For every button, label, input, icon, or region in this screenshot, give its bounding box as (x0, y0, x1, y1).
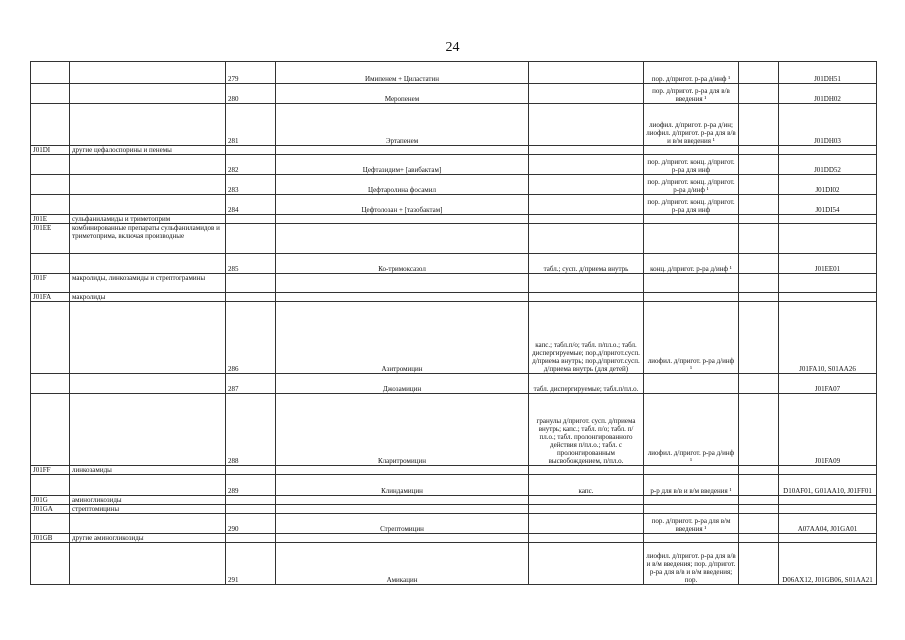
cell-empty (739, 274, 779, 293)
cell-empty (70, 302, 226, 374)
cell-empty (31, 394, 70, 466)
dosage-form-injectable: лиофил. д/пригот. р-ра д/ин; лиофил. д/пригот. р-ра для в/в и в/м введения ¹ (644, 104, 739, 146)
dosage-form: капс.; табл.п/о; табл. п/пл.о.; табл. диспергируемые; пор.д/пригот.сусп. д/приема внутрь; пор.д/пригот.сусп. д/приема внутрь (для детей) (529, 302, 644, 374)
table-row (31, 543, 877, 585)
cell-empty (226, 146, 276, 155)
item-number: 288 (226, 394, 276, 466)
item-number: 284 (226, 195, 276, 215)
cell-empty (31, 374, 70, 394)
dosage-form-injectable: пор. д/пригот. р-ра для в/в введения ¹ (644, 84, 739, 104)
group-code: J01EE (31, 224, 70, 254)
cell-empty (779, 215, 877, 224)
cell-empty (70, 104, 226, 146)
cell-empty (31, 155, 70, 175)
cell-empty (739, 505, 779, 514)
cell-empty (779, 274, 877, 293)
group-code: J01G (31, 496, 70, 505)
cell-empty (739, 394, 779, 466)
cell-empty (276, 466, 529, 475)
atc-code: J01DI54 (779, 195, 877, 215)
cell-empty (739, 475, 779, 496)
cell-empty (529, 466, 644, 475)
cell-empty (226, 293, 276, 302)
group-title: линкозамиды (70, 466, 226, 475)
group-row (31, 224, 877, 254)
atc-code: J01EE01 (779, 254, 877, 274)
cell-empty (644, 274, 739, 293)
cell-empty (70, 394, 226, 466)
cell-empty (739, 254, 779, 274)
atc-code: A07AA04, J01GA01 (779, 514, 877, 534)
cell-empty (779, 534, 877, 543)
cell-empty (70, 84, 226, 104)
cell-empty (739, 302, 779, 374)
cell-empty (226, 224, 276, 254)
group-title: другие цефалоспорины и пенемы (70, 146, 226, 155)
table-row (31, 514, 877, 534)
cell-empty (276, 146, 529, 155)
cell-empty (276, 224, 529, 254)
cell-empty (31, 104, 70, 146)
group-title: аминогликозиды (70, 496, 226, 505)
dosage-form-injectable: лиофил. д/пригот. р-ра для в/в и в/м введения; пор. д/пригот. р-ра для в/в и в/м введения; пор. (644, 543, 739, 585)
cell-empty (644, 215, 739, 224)
cell-empty (739, 195, 779, 215)
cell-empty (739, 224, 779, 254)
table-body (31, 62, 877, 585)
table-row (31, 302, 877, 374)
group-code: J01FF (31, 466, 70, 475)
dosage-form-injectable: пор. д/пригот. конц. д/пригот. р-ра для инф (644, 195, 739, 215)
item-number: 282 (226, 155, 276, 175)
dosage-form-injectable: лиофил. д/пригот. р-ра д/инф ¹ (644, 394, 739, 466)
drug-name: Амикацин (276, 543, 529, 585)
drug-name: Имипенем + Циластатин (276, 62, 529, 84)
drug-name: Меропенем (276, 84, 529, 104)
group-row (31, 146, 877, 155)
cell-empty (529, 496, 644, 505)
cell-empty (739, 543, 779, 585)
atc-code: J01DH03 (779, 104, 877, 146)
drug-name: Ко-тримоксазол (276, 254, 529, 274)
group-title: стрептомицины (70, 505, 226, 514)
cell-empty (739, 293, 779, 302)
table-row (31, 104, 877, 146)
cell-empty (276, 505, 529, 514)
drug-name: Клиндамицин (276, 475, 529, 496)
drug-name: Кларитромицин (276, 394, 529, 466)
cell-empty (779, 505, 877, 514)
cell-empty (739, 534, 779, 543)
group-row (31, 466, 877, 475)
cell-empty (779, 293, 877, 302)
cell-empty (226, 505, 276, 514)
cell-empty (739, 466, 779, 475)
atc-code: J01DH02 (779, 84, 877, 104)
dosage-form (529, 175, 644, 195)
dosage-form (529, 514, 644, 534)
item-number: 285 (226, 254, 276, 274)
cell-empty (644, 146, 739, 155)
cell-empty (644, 496, 739, 505)
dosage-form: табл.; сусп. д/приема внутрь (529, 254, 644, 274)
group-row (31, 534, 877, 543)
table-row (31, 195, 877, 215)
cell-empty (739, 496, 779, 505)
cell-empty (529, 224, 644, 254)
cell-empty (644, 505, 739, 514)
item-number: 289 (226, 475, 276, 496)
cell-empty (70, 62, 226, 84)
table-row (31, 394, 877, 466)
cell-empty (31, 195, 70, 215)
group-title: макролиды (70, 293, 226, 302)
cell-empty (70, 175, 226, 195)
cell-empty (739, 104, 779, 146)
dosage-form-injectable (644, 374, 739, 394)
cell-empty (70, 195, 226, 215)
table-row (31, 475, 877, 496)
item-number: 291 (226, 543, 276, 585)
dosage-form (529, 84, 644, 104)
atc-code: J01FA07 (779, 374, 877, 394)
atc-code: J01DD52 (779, 155, 877, 175)
cell-empty (739, 514, 779, 534)
cell-empty (739, 215, 779, 224)
atc-code: J01DI02 (779, 175, 877, 195)
group-code: J01F (31, 274, 70, 293)
group-title: комбинированные препараты сульфаниламидов и триметоприма, включая производные (70, 224, 226, 254)
cell-empty (31, 514, 70, 534)
cell-empty (529, 534, 644, 543)
atc-code: J01DH51 (779, 62, 877, 84)
group-code: J01E (31, 215, 70, 224)
cell-empty (226, 534, 276, 543)
cell-empty (31, 475, 70, 496)
cell-empty (276, 496, 529, 505)
cell-empty (739, 374, 779, 394)
dosage-form-injectable: пор. д/пригот. конц. д/пригот. р-ра для инф (644, 155, 739, 175)
cell-empty (644, 466, 739, 475)
dosage-form-injectable: пор. д/пригот. р-ра д/инф ¹ (644, 62, 739, 84)
cell-empty (70, 254, 226, 274)
drug-name: Эртапенем (276, 104, 529, 146)
group-title: макролиды, линкозамиды и стрептограмины (70, 274, 226, 293)
cell-empty (70, 543, 226, 585)
dosage-form (529, 104, 644, 146)
cell-empty (529, 215, 644, 224)
cell-empty (644, 534, 739, 543)
cell-empty (31, 543, 70, 585)
dosage-form-injectable: пор. д/пригот. р-ра для в/м введения ¹ (644, 514, 739, 534)
table-row (31, 254, 877, 274)
table-row (31, 374, 877, 394)
cell-empty (31, 62, 70, 84)
cell-empty (31, 302, 70, 374)
group-code: J01GA (31, 505, 70, 514)
cell-empty (276, 293, 529, 302)
group-code: J01DI (31, 146, 70, 155)
cell-empty (779, 466, 877, 475)
table-row (31, 84, 877, 104)
group-row (31, 215, 877, 224)
cell-empty (644, 293, 739, 302)
drug-name: Стрептомицин (276, 514, 529, 534)
dosage-form: гранулы д/пригот. сусп. д/приема внутрь; капс.; табл. п/о; табл. п/пл.о.; табл. пролонгированного действия п/пл.о.; табл. с пролонгированным высвобождением, п/пл.о. (529, 394, 644, 466)
cell-empty (31, 84, 70, 104)
item-number: 283 (226, 175, 276, 195)
cell-empty (529, 293, 644, 302)
cell-empty (739, 84, 779, 104)
item-number: 281 (226, 104, 276, 146)
cell-empty (70, 475, 226, 496)
cell-empty (70, 514, 226, 534)
drug-name: Цефтаролина фосамил (276, 175, 529, 195)
group-code: J01GB (31, 534, 70, 543)
drug-name: Цефтолозан + [тазобактам] (276, 195, 529, 215)
dosage-form: капс. (529, 475, 644, 496)
dosage-form-injectable: р-р для в/в и в/м введения ¹ (644, 475, 739, 496)
cell-empty (226, 466, 276, 475)
atc-code: J01FA09 (779, 394, 877, 466)
group-title: сульфаниламиды и триметоприм (70, 215, 226, 224)
group-row (31, 274, 877, 293)
item-number: 279 (226, 62, 276, 84)
table-row (31, 155, 877, 175)
atc-code: D10AF01, G01AA10, J01FF01 (779, 475, 877, 496)
group-row (31, 496, 877, 505)
cell-empty (226, 215, 276, 224)
cell-empty (779, 496, 877, 505)
cell-empty (226, 274, 276, 293)
dosage-form (529, 195, 644, 215)
cell-empty (739, 175, 779, 195)
group-row (31, 293, 877, 302)
cell-empty (644, 224, 739, 254)
cell-empty (779, 146, 877, 155)
dosage-form-injectable: конц. д/пригот. р-ра д/инф ¹ (644, 254, 739, 274)
drug-list-table (30, 61, 877, 585)
drug-name: Джозамицин (276, 374, 529, 394)
table-row (31, 175, 877, 195)
cell-empty (529, 505, 644, 514)
item-number: 280 (226, 84, 276, 104)
cell-empty (739, 146, 779, 155)
cell-empty (31, 254, 70, 274)
drug-name: Цефтазидим+ [авибактам] (276, 155, 529, 175)
item-number: 286 (226, 302, 276, 374)
cell-empty (739, 62, 779, 84)
group-code: J01FA (31, 293, 70, 302)
group-title: другие аминогликозиды (70, 534, 226, 543)
atc-code: J01FA10, S01AA26 (779, 302, 877, 374)
item-number: 287 (226, 374, 276, 394)
cell-empty (276, 274, 529, 293)
cell-empty (31, 175, 70, 195)
cell-empty (529, 274, 644, 293)
cell-empty (529, 146, 644, 155)
cell-empty (70, 374, 226, 394)
table-row (31, 62, 877, 84)
dosage-form-injectable: лиофил. д/пригот. р-ра д/инф ¹ (644, 302, 739, 374)
cell-empty (739, 155, 779, 175)
item-number: 290 (226, 514, 276, 534)
dosage-form (529, 543, 644, 585)
atc-code: D06AX12, J01GB06, S01AA21 (779, 543, 877, 585)
dosage-form (529, 62, 644, 84)
cell-empty (779, 224, 877, 254)
page-number: 24 (445, 40, 460, 55)
drug-name: Азитромицин (276, 302, 529, 374)
cell-empty (276, 215, 529, 224)
dosage-form: табл. диспергируемые; табл.п/пл.о. (529, 374, 644, 394)
group-row (31, 505, 877, 514)
cell-empty (226, 496, 276, 505)
cell-empty (70, 155, 226, 175)
dosage-form-injectable: пор. д/пригот. конц. д/пригот. р-ра д/инф ¹ (644, 175, 739, 195)
cell-empty (276, 534, 529, 543)
dosage-form (529, 155, 644, 175)
